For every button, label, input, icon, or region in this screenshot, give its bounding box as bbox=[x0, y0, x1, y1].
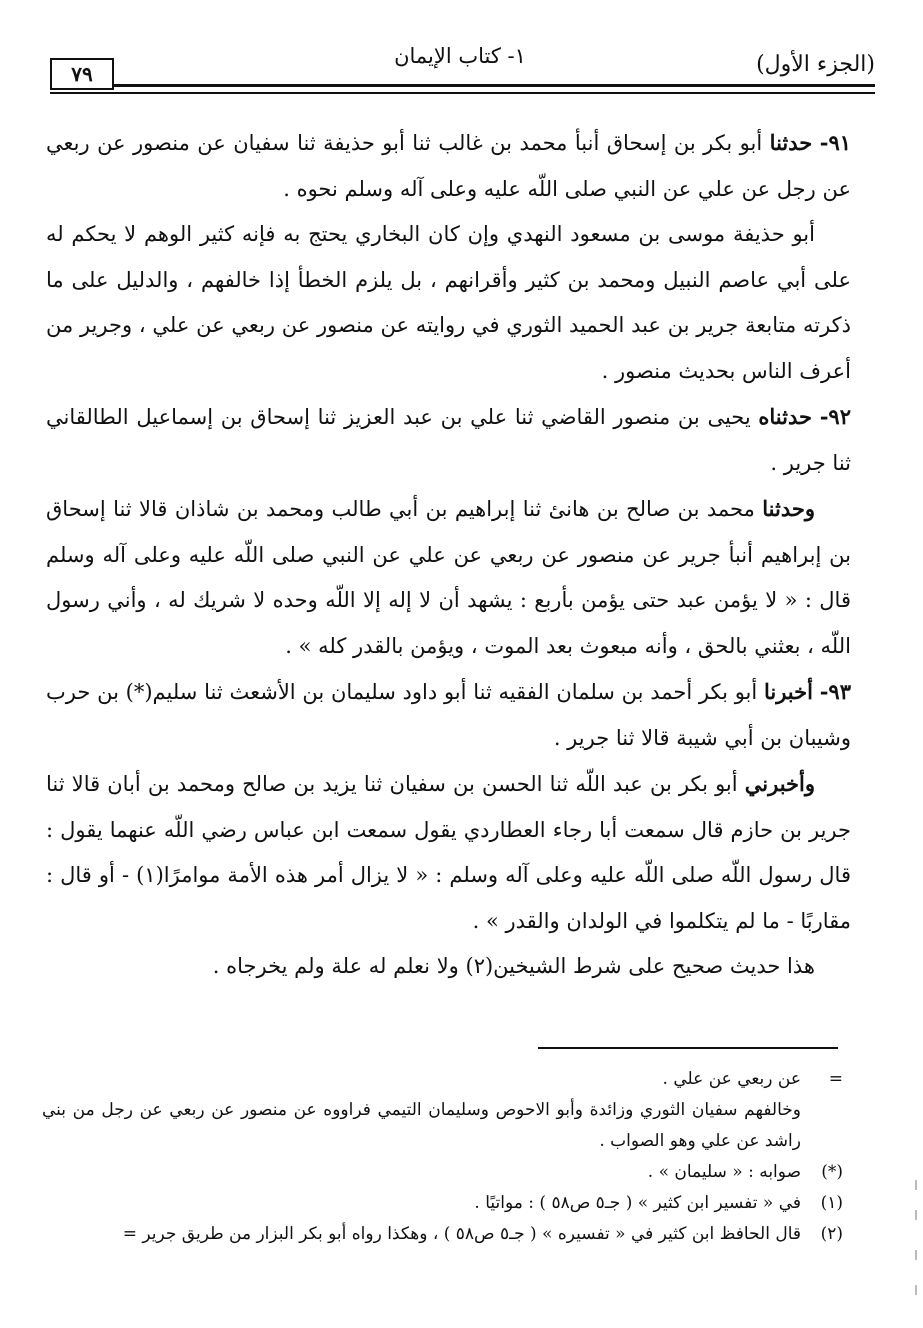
footnote bbox=[42, 1219, 843, 1250]
page-number-box bbox=[50, 58, 114, 90]
footnote-mark: = bbox=[828, 1069, 843, 1089]
hadith-paragraph bbox=[46, 120, 851, 212]
scan-mark bbox=[915, 1210, 917, 1220]
footnote-mark: (١) bbox=[820, 1193, 843, 1213]
part-title: (الجزء الأول) bbox=[756, 52, 875, 77]
paragraph-text: أبو بكر بن عبد اللّه ثنا الحسن بن سفيان ثنا يزيد بن صالح ومحمد بن أبان قالا ثنا جرير بن حازم قال سمعت أبا رجاء العطاردي يقول سمعت ابن عباس رضي اللّه عنهما يقول : قال رسول اللّه صلى اللّه عليه وعلى آله وسلم : « لا يزال أمر هذه الأمة موامرًا(١) - أو قال : مقاربًا - ما لم يتكلموا في الولدان والقدر » . bbox=[46, 772, 851, 933]
footnote-mark: (٢) bbox=[820, 1224, 843, 1244]
verdict-paragraph bbox=[46, 944, 851, 990]
footnote-text: وخالفهم سفيان الثوري وزائدة وأبو الاحوص وسليمان التيمي فراووه عن منصور عن ربعي عن رجل من بني راشد عن علي وهو الصواب . bbox=[42, 1100, 801, 1151]
narration-keyword: وأخبرني bbox=[744, 771, 815, 796]
scan-mark bbox=[915, 1285, 917, 1295]
footnote-continuation bbox=[42, 1095, 843, 1157]
footnote-mark: (*) bbox=[821, 1162, 843, 1182]
paragraph-text: يحيى بن منصور القاضي ثنا علي بن عبد العزيز ثنا إسحاق بن إسماعيل الطالقاني ثنا جرير . bbox=[46, 405, 851, 475]
footnote-text: في « تفسير ابن كثير » ( جـ٥ ص٥٨ ) : مواتيًا . bbox=[474, 1193, 801, 1213]
paragraph-text: أبو بكر بن إسحاق أنبأ محمد بن غالب ثنا أبو حذيفة ثنا سفيان عن منصور عن ربعي عن رجل عن علي عن النبي صلى اللّه عليه وعلى آله وسلم نحوه . bbox=[46, 131, 851, 201]
hadith-paragraph bbox=[46, 669, 851, 761]
narration-keyword: حدثناه bbox=[758, 404, 812, 429]
narration-keyword: حدثنا bbox=[769, 130, 813, 155]
footnote-separator bbox=[538, 1047, 838, 1049]
narration-keyword: أخبرنا bbox=[763, 679, 813, 704]
main-text bbox=[46, 120, 851, 990]
scan-margin-marks bbox=[914, 1180, 917, 1300]
footnote-text: قال الحافظ ابن كثير في « تفسيره » ( جـ٥ ص٥٨ ) ، وهكذا رواه أبو بكر البزار من طريق جرير = bbox=[122, 1224, 801, 1244]
scan-mark bbox=[915, 1250, 917, 1260]
footnote bbox=[42, 1157, 843, 1188]
scan-mark bbox=[915, 1180, 917, 1190]
paragraph-text: محمد بن صالح بن هانئ ثنا إبراهيم بن أبي طالب ومحمد بن شاذان قالا ثنا إسحاق بن إبراهيم أنبأ جرير عن منصور عن ربعي عن علي عن النبي صلى اللّه عليه وعلى آله وسلم قال : « لا يؤمن عبد حتى يؤمن بأربع : يشهد أن لا إله إلا اللّه وحده لا شريك له ، وأني رسول اللّه ، بعثني بالحق ، وأنه مبعوث بعد الموت ، ويؤمن بالقدر كله » . bbox=[46, 497, 851, 658]
chapter-title: ١- كتاب الإيمان bbox=[394, 44, 526, 68]
footnote-text: عن ربعي عن علي . bbox=[662, 1069, 801, 1089]
header-rule-thick bbox=[114, 84, 875, 87]
paragraph-text: هذا حديث صحيح على شرط الشيخين(٢) ولا نعلم له علة ولم يخرجاه . bbox=[212, 954, 815, 978]
paragraph-text: أبو بكر أحمد بن سلمان الفقيه ثنا أبو داود سليمان بن الأشعث ثنا سليم(*) بن حرب وشيبان بن أبي شيبة قالا ثنا جرير . bbox=[46, 680, 851, 750]
hadith-number: ٩٣- bbox=[819, 679, 851, 704]
footnote bbox=[42, 1064, 843, 1095]
narration-keyword: وحدثنا bbox=[762, 496, 815, 521]
hadith-paragraph bbox=[46, 486, 851, 669]
header-rule-thin bbox=[50, 92, 875, 94]
footnotes bbox=[42, 1064, 843, 1250]
footnote-text: صوابه : « سليمان » . bbox=[647, 1162, 801, 1182]
hadith-paragraph bbox=[46, 761, 851, 944]
commentary-paragraph bbox=[46, 212, 851, 394]
paragraph-text: أبو حذيفة موسى بن مسعود النهدي وإن كان البخاري يحتج به فإنه كثير الوهم لا يحكم له على أبي عاصم النبيل ومحمد بن كثير وأقرانهم ، بل يلزم الخطأ إذا خالفهم ، والدليل على ما ذكرته متابعة جرير بن عبد الحميد الثوري في روايته عن منصور عن ربعي عن علي ، وجرير من أعرف الناس بحديث منصور . bbox=[46, 222, 851, 383]
page-number: ٧٩ bbox=[71, 62, 93, 86]
footnote bbox=[42, 1188, 843, 1219]
hadith-paragraph bbox=[46, 394, 851, 486]
hadith-number: ٩١- bbox=[819, 130, 852, 155]
hadith-number: ٩٢- bbox=[819, 404, 851, 429]
